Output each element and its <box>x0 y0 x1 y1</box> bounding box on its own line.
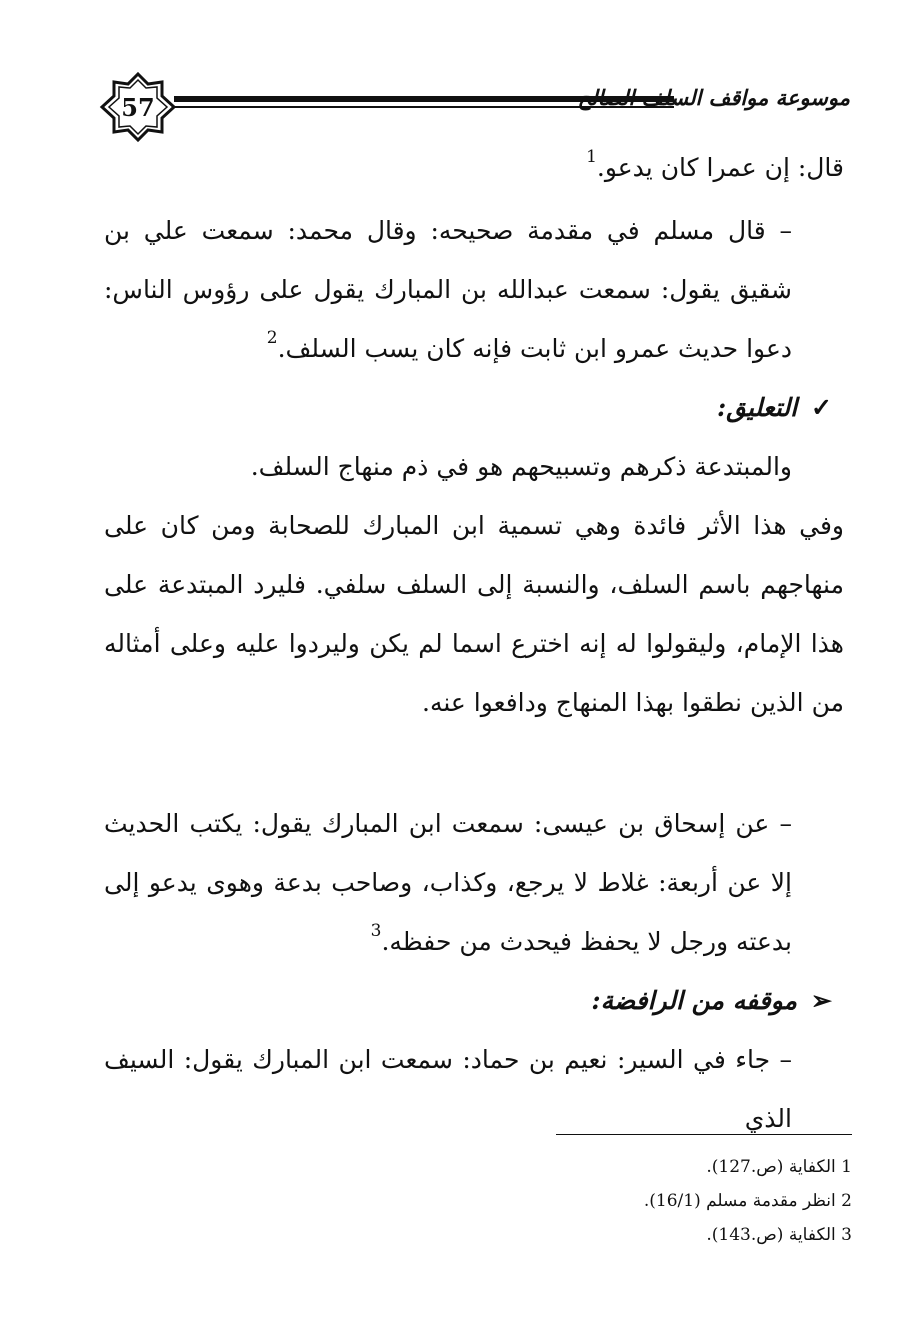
checkmark-icon: ✓ <box>811 393 832 422</box>
book-title: موسوعة مواقف السلف الصالح <box>577 85 850 110</box>
paragraph: – عن إسحاق بن عيسى: سمعت ابن المبارك يقول: يكتب الحديث إلا عن أربعة: غلاط لا يرجع، وكذاب، وصاحب بدعة وهوى يدعو إلى بدعته ورجل لا يحفظ فيحدث من حفظه.$^3$ <box>104 809 792 956</box>
footnotes <box>400 1150 852 1252</box>
arrowhead-icon: ➢ <box>811 986 832 1015</box>
footnote-ref: 1 <box>586 147 597 167</box>
footnote-separator <box>556 1134 852 1135</box>
paragraph: – جاء في السير: نعيم بن حماد: سمعت ابن المبارك يقول: السيف الذي <box>104 1045 792 1133</box>
paragraph: وفي هذا الأثر فائدة وهي تسمية ابن المبارك للصحابة ومن كان على منهاجهم باسم السلف، والنسبة إلى السلف سلفي. فليرد المبتدعة على هذا الإمام، وليقولوا له إنه اخترع اسما لم يكن وليردوا عليه وعلى أمثاله من الذين نطقوا بهذا المنهاج ودافعوا عنه. <box>104 511 844 717</box>
paragraph: – قال مسلم في مقدمة صحيحه: وقال محمد: سمعت علي بن شقيق يقول: سمعت عبدالله بن المبارك يقول على رؤوس الناس: دعوا حديث عمرو ابن ثابت فإنه كان يسب السلف.$^2$ <box>104 216 792 363</box>
page-number-badge <box>100 72 176 142</box>
page-header <box>100 72 850 142</box>
footnote: 1 الكفاية (ص.127). <box>706 1157 852 1177</box>
page-body <box>104 138 844 1148</box>
paragraph: قال: إن عمرا كان يدعو.$^1$ <box>586 147 844 182</box>
footnote: 2 انظر مقدمة مسلم (16/1). <box>643 1191 852 1211</box>
paragraph: والمبتدعة ذكرهم وتسبيحهم هو في ذم منهاج السلف. <box>250 452 792 481</box>
page-number: 57 <box>121 92 155 122</box>
section-heading: ➢موقفه من الرافضة: <box>104 971 844 1030</box>
footnote-ref: 3 <box>370 921 382 941</box>
footnote: 3 الكفاية (ص.143). <box>706 1225 852 1245</box>
footnote-ref: 2 <box>266 328 278 348</box>
section-heading: ✓التعليق: <box>104 378 844 437</box>
